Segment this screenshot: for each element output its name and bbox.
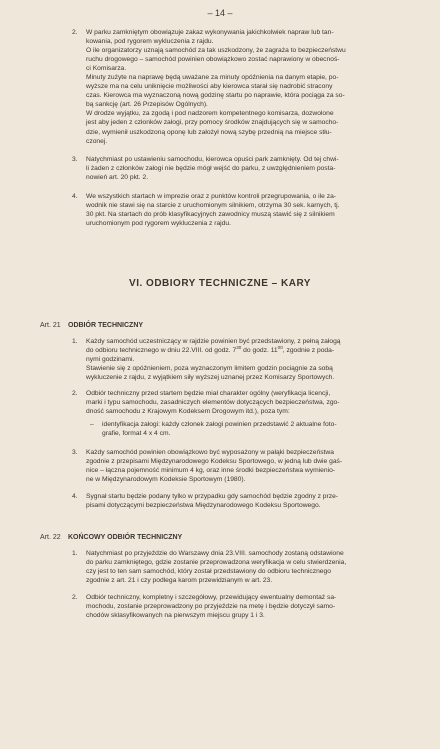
text-line: We wszystkich startach w imprezie oraz z punktów kontroli przegrupowania, o ile za- [86,193,337,200]
dash-marker: – [90,421,94,428]
paragraph-leave-park [86,155,404,182]
paragraph-start-signal [86,492,404,510]
text-line: dzie, wymienił uszkodzoną oponę lub założył nową szybę przednią na miejsce stłu- [86,128,332,136]
text-span: , zgodnie z poda- [282,347,335,355]
text-line: Każdy samochód uczestniczący w rajdzie powinien być przedstawiony, z pełną załogą [86,338,341,345]
text-line: Sygnał startu będzie podany tylko w przypadku gdy samochód będzie zgodny z prze- [86,493,339,500]
text-line: Odbiór techniczny, kompletny i szczegółowy, przewidujący ewentualny demontaż sa- [86,594,337,601]
text-line: Każdy samochód powinien obowiązkowo być wyposażony w pałąki bezpieczeństwa [86,449,334,456]
text-line: marki i typu samochodu, zasadniczych elementów dotyczących bezpieczeństwa, zgo- [86,399,340,407]
text-line: Odbiór techniczny przed startem będzie miał charakter ogólny (weryfikacja licencji, [86,390,331,397]
paragraph-park-repairs [86,28,404,146]
item-number: 3. [72,449,78,456]
paragraph-final-park [86,549,404,585]
text-line: wodnik nie stawi się na starcie z uruchomionym silnikiem, otrzyma 30 sek. karnych, tj. [86,202,340,210]
paragraph-safety-equipment [86,448,404,484]
text-line: pisami dotyczącymi bezpieczeństwa Międzynarodowego Kodeksu Sportowego. [86,502,321,510]
text-line: Stawienie się z opóźnieniem, poza wyznaczonym limitem godzin pociągnie za sobą [86,365,333,373]
item-number: 2. [72,390,78,397]
item-number: 1. [72,338,78,345]
article-label: Art. 22 [40,534,61,541]
text-line: jest aby jeden z członków załogi, przy pomocy środków znajdujących się w samocho- [86,119,339,127]
text-line: nymi godzinami. [86,356,135,364]
text-line-with-times [86,346,404,355]
page-number: – 14 – [207,8,233,18]
text-line: bą sankcję (art. 26 Przepisów Ogólnych). [86,101,208,109]
text-line: kowania, pod rygorem wykluczenia z rajdu. [86,38,214,46]
time-superscript: 00 [277,344,283,350]
text-line: grafie, format 4 x 4 cm. [102,430,171,438]
text-line: ruchu drogowego – samochód powinien obowiązkowo zostać naprawiony w obecnoś- [86,56,340,64]
item-number: 2. [72,29,78,36]
item-number: 4. [72,493,78,500]
text-line: nice – łączna pojemność minimum 4 kg, oraz inne środki bezpieczeństwa wymienio- [86,467,336,475]
text-line: czy jest to ten sam samochód, który został przedstawiony do odbioru technicznego [86,568,331,576]
article-title: ODBIÓR TECHNICZNY [68,322,144,329]
text-span: do odbioru technicznego w dniu 22.VIII. od godz. 7 [86,347,237,355]
text-line: W drodze wyjątku, za zgodą i pod nadzorem kompetentnego komisarza, dozwolone [86,110,334,118]
text-line: ne w Międzynarodowym Kodeksie Sportowym (1980). [86,476,246,484]
text-line: dność samochodu z Krajowym Kodeksem Drogowym itd.), poza tym: [86,408,290,416]
text-line: wykluczenie z rajdu, z wyjątkiem siły wyższej uznanej przez Komisarzy Sportowych. [86,374,335,382]
text-line: Natychmiast po ustawieniu samochodu, kierowca opuści park zamknięty. Od tej chwi- [86,156,339,163]
paragraph-technical-inspection [86,337,404,382]
item-number: 3. [72,156,78,163]
paragraph-engine-start [86,192,404,228]
text-line: W parku zamkniętym obowiązuje zakaz wykonywania jakichkolwiek napraw lub tan- [86,29,334,36]
text-line: mochodu, zostanie przeprowadzony po przyjeździe na metę i będzie dotyczył samo- [86,603,336,611]
section-heading: VI. ODBIORY TECHNICZNE – KARY [129,278,311,289]
text-line: zgodnie z art. 21 i czy podlega karom przewidzianym w art. 23. [86,577,273,585]
text-line: wyższe ma na celu uniknięcie możliwości aby kierowca starał się nadrobić stracony [86,83,333,91]
paragraph-detailed-inspection [86,593,404,620]
article-label: Art. 21 [40,322,61,329]
text-line: ci Komisarza. [86,65,127,73]
text-line: czonej. [86,137,108,145]
item-number: 1. [72,550,78,557]
text-line: li żaden z członków załogi nie będzie mógł wejść do parku, z uwzględnieniem posta- [86,165,336,173]
time-superscript: 30 [236,344,242,350]
article-title: KOŃCOWY ODBIÓR TECHNICZNY [68,534,183,541]
text-line: nowień art. 20 pkt. 2. [86,174,149,182]
text-line: identyfikacja załogi: każdy członek załogi powinien przedstawić 2 aktualne foto- [102,421,337,428]
paragraph-crew-identification [102,420,404,438]
text-span: do godz. 11 [241,347,278,355]
text-line: O ile organizatorzy uznają samochód za tak uszkodzony, że zagraża to bezpieczeństwu [86,47,346,55]
paragraph-general-inspection [86,389,404,416]
item-number: 2. [72,594,78,601]
text-line: uruchomionym pod rygorem wykluczenia z rajdu. [86,220,231,228]
text-line: chodów sklasyfikowanych na pierwszym miejscu grupy 1 i 3. [86,612,265,620]
text-line: 30 pkt. Na startach do prób klasyfikacyjnych zawodnicy muszą stawić się z silnikiem [86,211,335,219]
text-line: zgodnie z przepisami Międzynarodowego Kodeksu Sportowego, w jedną lub dwie gaś- [86,458,343,466]
text-line: Minuty zużyte na naprawę będą uważane za minuty opóźnienia na danym etapie, po- [86,74,339,82]
text-line: czas. Kierowca ma wyznaczoną nową godzinę startu po naprawie, która pociąga za so- [86,92,345,100]
text-line: Natychmiast po przyjeździe do Warszawy dnia 23.VIII. samochody zostaną odstawione [86,550,344,557]
item-number: 4. [72,193,78,200]
text-line: do parku zamkniętego, gdzie zostanie przeprowadzona weryfikacja w celu stwierdzenia, [86,559,347,567]
